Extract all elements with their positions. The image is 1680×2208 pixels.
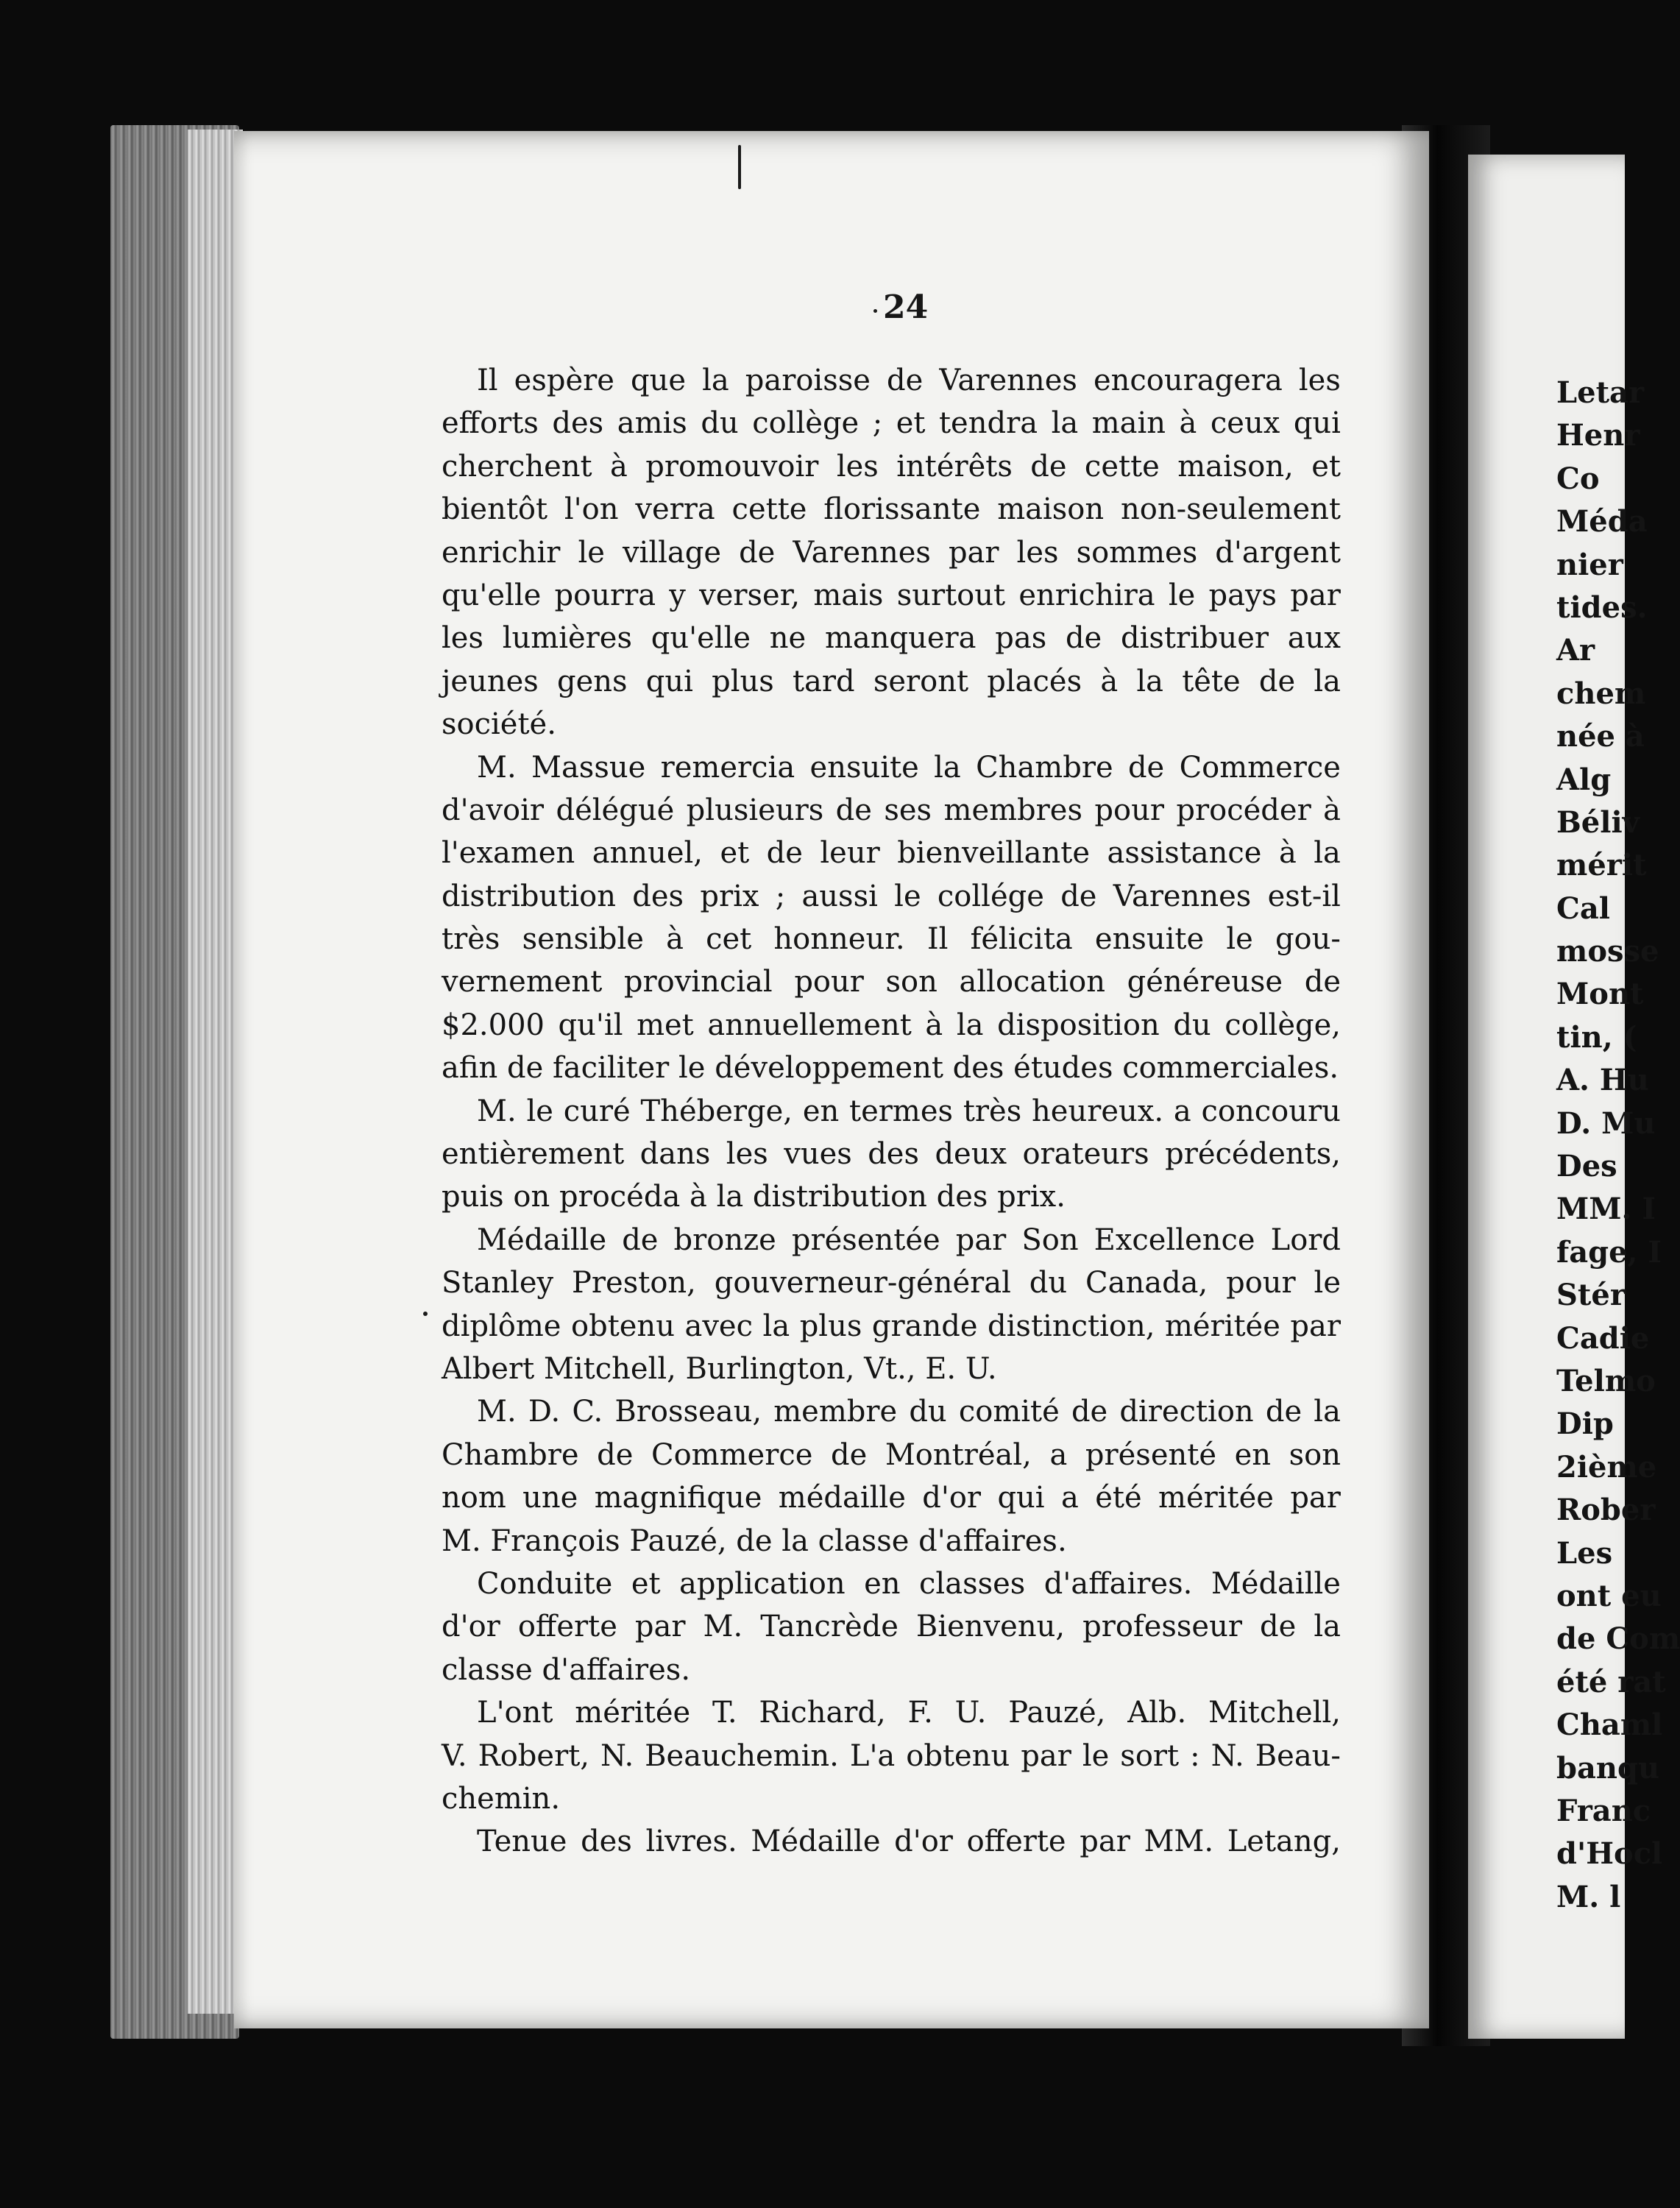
paragraph: [442, 746, 1341, 1090]
facing-page-fragment: nier: [1556, 547, 1623, 582]
text-line: l'examen annuel, et de leur bienveillante assistance à la: [442, 836, 1341, 871]
body-text: [442, 359, 1341, 1864]
text-line: classe d'affaires.: [442, 1652, 691, 1687]
text-line: chemin.: [442, 1781, 561, 1816]
facing-page-fragment: MM. I: [1556, 1192, 1656, 1227]
facing-page-fragment: Henr: [1556, 418, 1640, 453]
text-line: qu'elle pourra y verser, mais surtout enrichira le pays par: [442, 578, 1341, 612]
scan-speck: [873, 309, 877, 313]
facing-page-fragment: mérit: [1556, 848, 1647, 883]
text-line: L'ont méritée T. Richard, F. U. Pauzé, Alb. Mitchell,: [477, 1696, 1341, 1730]
page-number: 24: [883, 289, 929, 326]
facing-page-fragment: A. Hu: [1556, 1063, 1649, 1098]
facing-page-fragment: mosse: [1556, 934, 1659, 969]
scan-speck: [423, 1312, 428, 1316]
facing-page-fragment: Alg: [1556, 762, 1612, 797]
paragraph: [442, 1820, 1341, 1863]
scan-mark: [738, 145, 741, 189]
facing-page-fragment: 2ième: [1556, 1449, 1657, 1485]
text-line: Il espère que la paroisse de Varennes encouragera les: [477, 364, 1341, 397]
text-line: V. Robert, N. Beauchemin. L'a obtenu par le sort : N. Beau-: [442, 1738, 1341, 1773]
text-line: nom une magnifique médaille d'or qui a été méritée par: [442, 1481, 1341, 1515]
text-line: d'or offerte par M. Tancrède Bienvenu, professeur de la: [442, 1610, 1341, 1644]
text-line: M. Massue remercia ensuite la Chambre de Commerce: [477, 750, 1341, 785]
paragraph: [442, 1563, 1341, 1691]
text-line: bientôt l'on verra cette florissante maison non-seulement: [442, 492, 1341, 527]
facing-page-fragment: M. l: [1556, 1879, 1621, 1914]
facing-page-fragment: D. Mu: [1556, 1105, 1656, 1141]
facing-page-fragment: Telmo: [1556, 1363, 1656, 1398]
facing-page-fragment: Mont: [1556, 977, 1644, 1012]
paragraph: [442, 1219, 1341, 1391]
text-line: M. D. C. Brosseau, membre du comité de direction de la: [477, 1395, 1341, 1429]
paragraph: [442, 359, 1341, 746]
text-line: les lumières qu'elle ne manquera pas de distribuer aux: [442, 621, 1341, 656]
facing-page-fragment: Ar: [1556, 633, 1595, 668]
text-line: Conduite et application en classes d'affaires. Médaille: [477, 1566, 1341, 1601]
text-line: Chambre de Commerce de Montréal, a présenté en son: [442, 1437, 1341, 1472]
facing-page-fragment: Co: [1556, 461, 1600, 496]
facing-page-fragment: Les: [1556, 1535, 1613, 1571]
text-line: Médaille de bronze présentée par Son Excellence Lord: [477, 1222, 1341, 1257]
facing-page-fragment: d'Hocl: [1556, 1836, 1663, 1872]
facing-page-fragment: Béliv: [1556, 804, 1640, 840]
facing-page-fragment: tides.: [1556, 590, 1648, 625]
facing-page-fragment: de Com: [1556, 1621, 1680, 1657]
text-line: Tenue des livres. Médaille d'or offerte par MM. Letang,: [477, 1825, 1341, 1859]
facing-page-fragment: Stér: [1556, 1278, 1626, 1313]
text-line: société.: [442, 707, 556, 742]
text-line: puis on procéda à la distribution des prix.: [442, 1180, 1066, 1214]
facing-page-fragment: Cal: [1556, 891, 1610, 926]
text-line: diplôme obtenu avec la plus grande distinction, méritée par: [442, 1309, 1341, 1343]
facing-page-fragment: Cadie: [1556, 1320, 1650, 1356]
facing-page-fragment: chem: [1556, 676, 1646, 711]
text-line: Stanley Preston, gouverneur-général du Canada, pour le: [442, 1266, 1341, 1301]
text-line: d'avoir délégué plusieurs de ses membres pour procéder à: [442, 793, 1341, 827]
text-line: M. François Pauzé, de la classe d'affaires.: [442, 1524, 1067, 1558]
text-line: efforts des amis du collège ; et tendra la main à ceux qui: [442, 406, 1341, 441]
facing-page-fragment: fage, I: [1556, 1234, 1662, 1270]
text-line: afin de faciliter le développement des études commerciales.: [442, 1051, 1339, 1086]
facing-page-fragment: Letar: [1556, 375, 1645, 410]
text-line: entièrement dans les vues des deux orateurs précédents,: [442, 1137, 1341, 1172]
facing-page-fragment: Dip: [1556, 1406, 1614, 1442]
paragraph: [442, 1691, 1341, 1820]
facing-page-fragment: née à: [1556, 719, 1645, 754]
facing-page-fragment: Chaml: [1556, 1708, 1663, 1743]
facing-page-fragment: Méda: [1556, 504, 1648, 539]
facing-page-fragment: banqu: [1556, 1750, 1660, 1786]
text-line: $2.000 qu'il met annuellement à la disposition du collège,: [442, 1008, 1341, 1042]
text-line: très sensible à cet honneur. Il félicita ensuite le gou-: [442, 922, 1341, 957]
text-line: cherchent à promouvoir les intérêts de cette maison, et: [442, 449, 1341, 484]
text-line: jeunes gens qui plus tard seront placés à la tête de la: [442, 664, 1341, 698]
text-line: enrichir le village de Varennes par les sommes d'argent: [442, 535, 1341, 570]
facing-page-text: [1556, 372, 1680, 1919]
facing-page-fragment: ont eu: [1556, 1578, 1662, 1613]
paragraph: [442, 1090, 1341, 1219]
facing-page-fragment: Des: [1556, 1149, 1617, 1184]
text-line: distribution des prix ; aussi le collége de Varennes est-il: [442, 879, 1341, 913]
facing-page-fragment: Franc: [1556, 1793, 1651, 1828]
text-line: M. le curé Théberge, en termes très heureux. a concouru: [477, 1094, 1341, 1128]
text-line: Albert Mitchell, Burlington, Vt., E. U.: [442, 1351, 997, 1386]
paragraph: [442, 1390, 1341, 1563]
text-line: vernement provincial pour son allocation généreuse de: [442, 965, 1341, 999]
facing-page-fragment: Rober: [1556, 1493, 1656, 1528]
facing-page-fragment: été rat: [1556, 1664, 1666, 1699]
facing-page-fragment: tin, (: [1556, 1019, 1637, 1055]
